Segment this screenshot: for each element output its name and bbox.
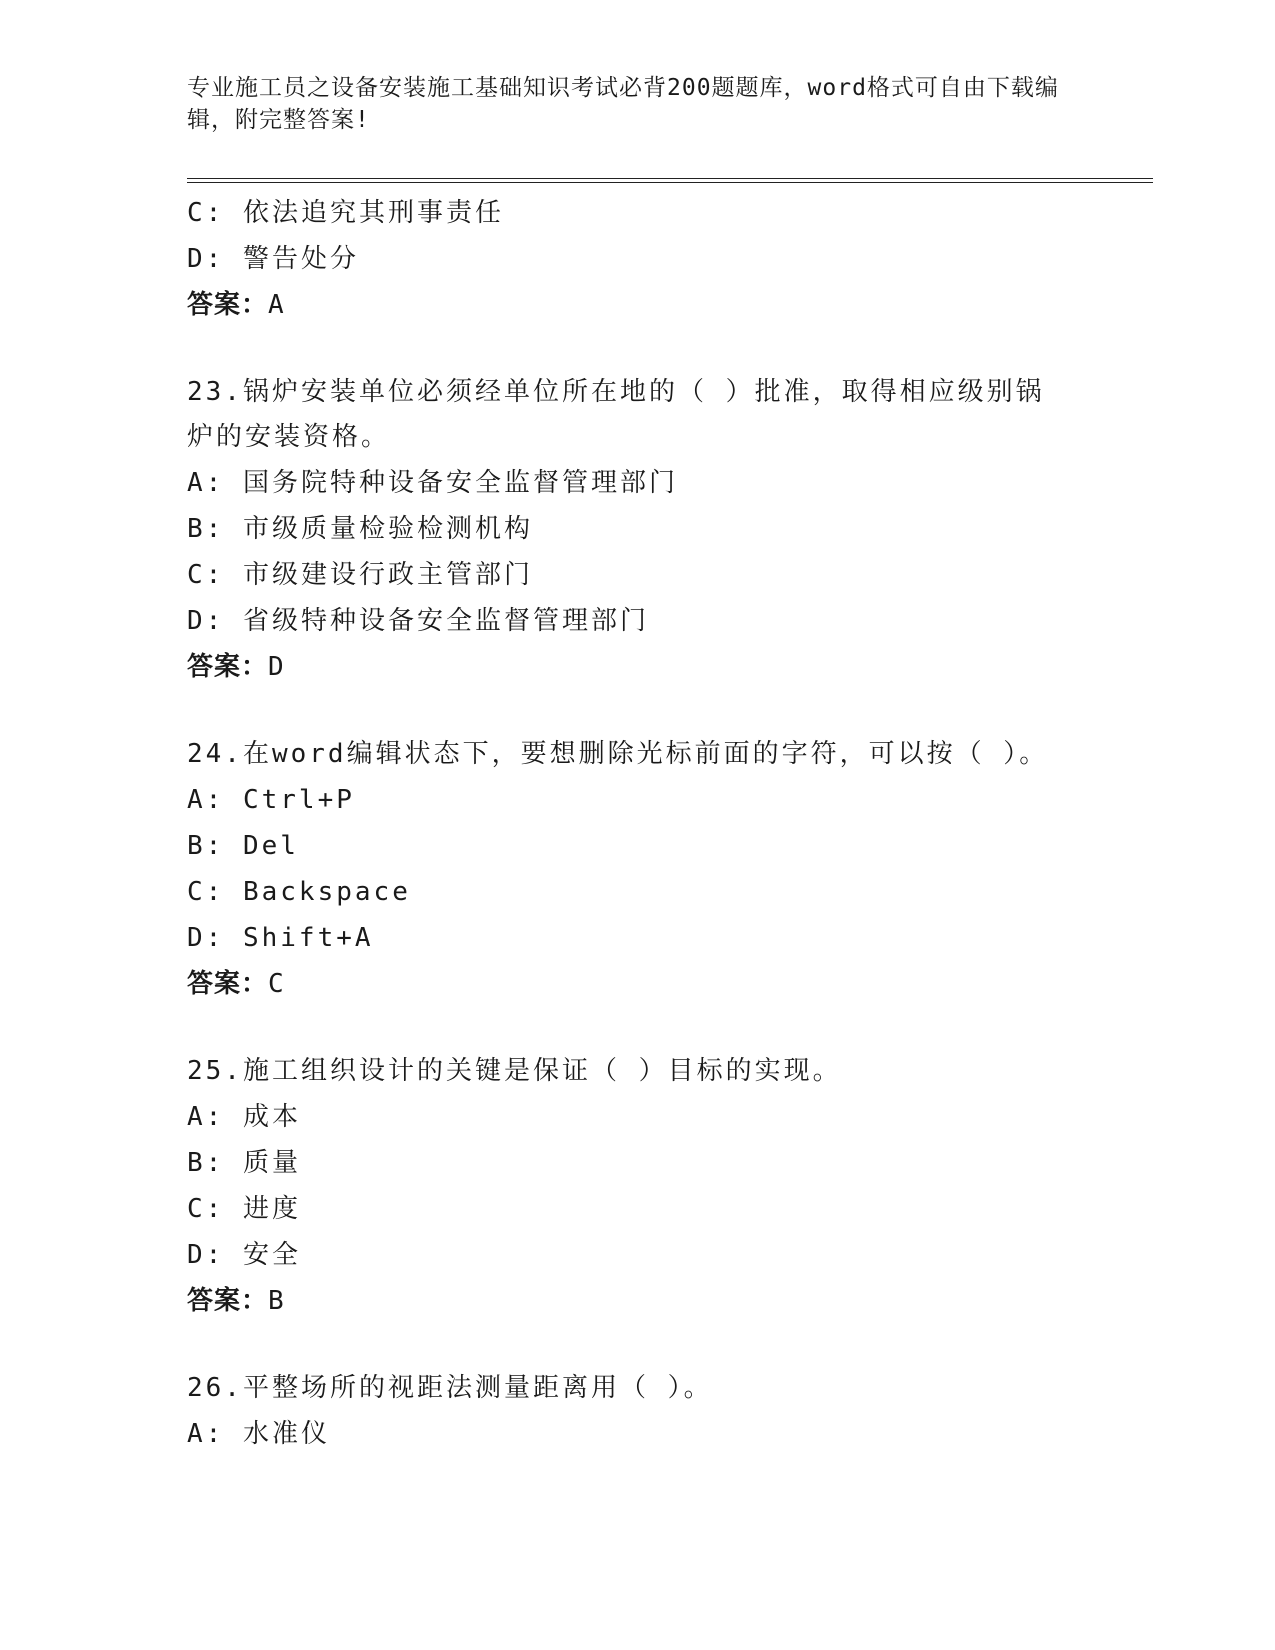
option-line (187, 777, 1087, 823)
question-block-23 (187, 370, 1087, 690)
page-header: 专业施工员之设备安装施工基础知识考试必背200题题库，word格式可自由下载编辑，附完整答案! (187, 75, 1059, 133)
option-sep: : (205, 831, 243, 861)
spacer (187, 1324, 1087, 1366)
spacer (187, 328, 1087, 370)
option-sep: : (205, 923, 243, 953)
answer-value: C (268, 969, 285, 999)
option-text: 省级特种设备安全监督管理部门 (242, 606, 649, 636)
option-line (187, 823, 1087, 869)
question-block-25 (187, 1049, 1087, 1324)
option-line (187, 1140, 1087, 1186)
answer-label: 答案： (187, 1286, 269, 1316)
option-line (187, 915, 1087, 961)
option-sep: : (205, 468, 243, 498)
option-text: 警告处分 (242, 244, 359, 274)
option-text: Backspace (242, 877, 411, 907)
answer-value: A (268, 290, 285, 320)
option-line (187, 460, 1087, 506)
option-key: C (187, 560, 206, 590)
option-key: A (187, 785, 206, 815)
question-text: 24.在word编辑状态下，要想删除光标前面的字符，可以按（ ）。 (187, 739, 1049, 769)
answer-line (187, 282, 1087, 328)
option-key: D (187, 606, 206, 636)
option-key: A (187, 468, 206, 498)
option-text: Del (242, 831, 299, 861)
header-divider-bottom (187, 182, 1153, 183)
option-line (187, 236, 1087, 282)
option-sep: : (205, 785, 243, 815)
option-line (187, 1094, 1087, 1140)
option-text: 依法追究其刑事责任 (242, 198, 504, 228)
option-sep: : (205, 1419, 243, 1449)
answer-line (187, 644, 1087, 690)
option-key: D (187, 923, 206, 953)
question-text: 25.施工组织设计的关键是保证（ ）目标的实现。 (187, 1056, 842, 1086)
option-line (187, 1411, 1087, 1457)
option-text: 质量 (242, 1148, 301, 1178)
option-line (187, 190, 1087, 236)
option-sep: : (205, 560, 243, 590)
option-text: 市级建设行政主管部门 (242, 560, 533, 590)
option-line (187, 506, 1087, 552)
option-key: C (187, 198, 206, 228)
answer-label: 答案： (187, 290, 269, 320)
option-line (187, 552, 1087, 598)
option-key: C (187, 1194, 206, 1224)
option-line (187, 1232, 1087, 1278)
option-key: B (187, 831, 206, 861)
option-sep: : (205, 244, 243, 274)
option-sep: : (205, 877, 243, 907)
option-text: 市级质量检验检测机构 (242, 514, 533, 544)
option-key: C (187, 877, 206, 907)
option-line (187, 869, 1087, 915)
option-key: D (187, 244, 206, 274)
answer-value: D (268, 652, 285, 682)
option-key: A (187, 1419, 206, 1449)
option-text: 成本 (242, 1102, 301, 1132)
option-line (187, 1186, 1087, 1232)
question-block-26 (187, 1366, 1087, 1457)
option-sep: : (205, 514, 243, 544)
answer-value: B (268, 1286, 285, 1316)
answer-line (187, 1278, 1087, 1324)
option-sep: : (205, 1240, 243, 1270)
spacer (187, 1007, 1087, 1049)
spacer (187, 690, 1087, 732)
option-text: Ctrl+P (242, 785, 355, 815)
question-block-24 (187, 732, 1087, 1007)
option-key: A (187, 1102, 206, 1132)
option-key: D (187, 1240, 206, 1270)
document-body (187, 190, 1087, 1457)
option-text: Shift+A (242, 923, 374, 953)
answer-label: 答案： (187, 652, 269, 682)
option-text: 水准仪 (242, 1419, 330, 1449)
option-text: 安全 (242, 1240, 301, 1270)
option-key: B (187, 1148, 206, 1178)
header-divider-top (187, 178, 1153, 179)
question-block-22-tail (187, 190, 1087, 328)
option-sep: : (205, 1102, 243, 1132)
option-line (187, 598, 1087, 644)
answer-line (187, 961, 1087, 1007)
option-sep: : (205, 1194, 243, 1224)
option-sep: : (205, 198, 243, 228)
option-key: B (187, 514, 206, 544)
option-sep: : (205, 1148, 243, 1178)
option-sep: : (205, 606, 243, 636)
option-text: 进度 (242, 1194, 301, 1224)
option-text: 国务院特种设备安全监督管理部门 (242, 468, 678, 498)
question-text: 26.平整场所的视距法测量距离用（ ）。 (187, 1373, 713, 1403)
answer-label: 答案： (187, 969, 269, 999)
question-text: 23.锅炉安装单位必须经单位所在地的（ ）批准，取得相应级别锅炉的安装资格。 (187, 377, 1045, 452)
